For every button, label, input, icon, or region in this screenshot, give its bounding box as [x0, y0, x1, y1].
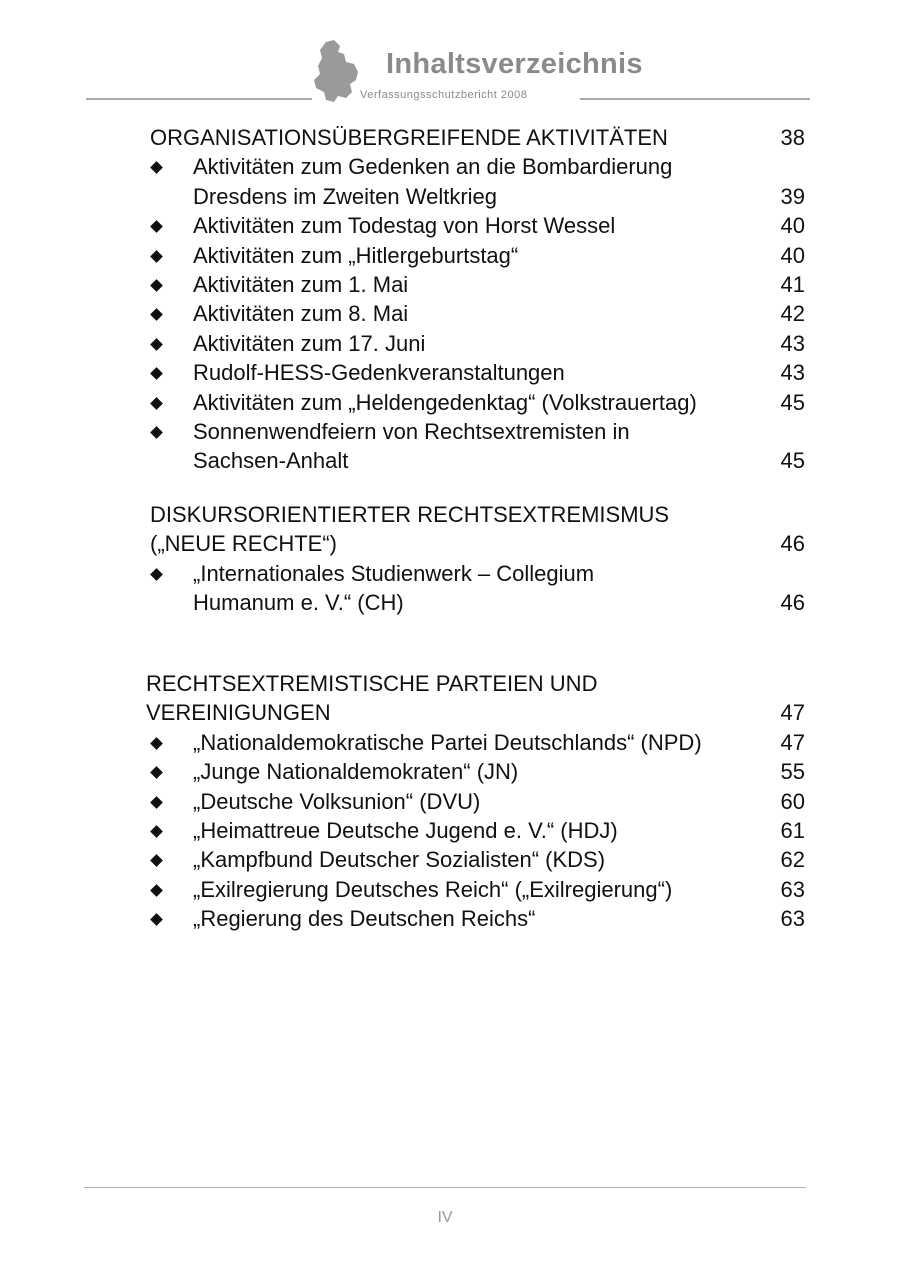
- header-rule-right: [580, 98, 810, 100]
- diamond-bullet-icon: [150, 250, 163, 263]
- diamond-bullet-icon: [150, 825, 163, 838]
- toc-entry: Aktivitäten zum „Hitlergeburtstag“: [193, 242, 519, 268]
- toc-entry: Aktivitäten zum 1. Mai: [193, 272, 409, 297]
- entry-page-number: 63: [780, 906, 805, 932]
- entry-page-number: 55: [780, 759, 805, 785]
- saxony-anhalt-map-icon: [312, 40, 360, 104]
- entry-page-number: 41: [780, 272, 805, 297]
- entry-page-number: 39: [780, 183, 805, 209]
- section-page-number: 38: [780, 125, 805, 150]
- section-page-number: 47: [780, 700, 805, 726]
- toc-entry: „Internationales Studienwerk – Collegium: [193, 560, 595, 586]
- entry-page-number: 42: [780, 301, 805, 327]
- toc-entry: Aktivitäten zum „Heldengedenktag“ (Volkstrauertag): [193, 389, 697, 415]
- diamond-bullet-icon: [150, 737, 163, 750]
- section-heading: ORGANISATIONSÜBERGREIFENDE AKTIVITÄTEN: [150, 125, 668, 150]
- diamond-bullet-icon: [150, 913, 163, 926]
- toc-entry: Sachsen-Anhalt: [193, 448, 349, 474]
- toc-entry: Aktivitäten zum 17. Juni: [193, 330, 426, 356]
- diamond-bullet-icon: [150, 855, 163, 868]
- diamond-bullet-icon: [150, 397, 163, 410]
- header-title: Inhaltsverzeichnis: [386, 48, 643, 80]
- diamond-bullet-icon: [150, 568, 163, 581]
- footer-page-number: IV: [437, 1209, 453, 1226]
- toc-entry: Sonnenwendfeiern von Rechtsextremisten in: [193, 419, 630, 444]
- diamond-bullet-icon: [150, 279, 163, 292]
- diamond-bullet-icon: [150, 884, 163, 897]
- entry-page-number: 46: [780, 590, 805, 616]
- entry-page-number: 43: [780, 330, 805, 356]
- section-heading: DISKURSORIENTIERTER RECHTSEXTREMISMUS: [150, 502, 670, 527]
- toc-entry: „Deutsche Volksunion“ (DVU): [193, 788, 481, 814]
- section-heading: RECHTSEXTREMISTISCHE PARTEIEN UND: [146, 671, 598, 696]
- toc-entry: Humanum e. V.“ (CH): [193, 590, 404, 616]
- entry-page-number: 45: [780, 389, 805, 415]
- page-header: [0, 0, 900, 110]
- diamond-bullet-icon: [150, 162, 163, 175]
- diamond-bullet-icon: [150, 338, 163, 351]
- toc-entry: Rudolf-HESS-Gedenkveranstaltungen: [193, 360, 565, 386]
- entry-page-number: 61: [780, 818, 805, 843]
- entry-page-number: 40: [780, 242, 805, 268]
- entry-page-number: 45: [780, 448, 805, 474]
- entry-page-number: 60: [780, 788, 805, 814]
- header-subtitle: Verfassungsschutzbericht 2008: [360, 89, 528, 101]
- toc-entry: Aktivitäten zum 8. Mai: [193, 301, 409, 327]
- entry-page-number: 63: [780, 876, 805, 902]
- section-heading: („NEUE RECHTE“): [150, 531, 337, 557]
- toc-entry: „Nationaldemokratische Partei Deutschlands“ (NPD): [193, 729, 702, 755]
- header-rule-left: [86, 98, 312, 100]
- toc-entry: „Kampfbund Deutscher Sozialisten“ (KDS): [193, 847, 606, 873]
- toc-entry: „Heimattreue Deutsche Jugend e. V.“ (HDJ): [193, 818, 618, 843]
- toc-entry: „Regierung des Deutschen Reichs“: [193, 906, 536, 932]
- diamond-bullet-icon: [150, 796, 163, 809]
- diamond-bullet-icon: [150, 309, 163, 322]
- diamond-bullet-icon: [150, 220, 163, 233]
- diamond-bullet-icon: [150, 766, 163, 779]
- footer-rule: [84, 1187, 806, 1188]
- toc-entry: „Junge Nationaldemokraten“ (JN): [193, 759, 519, 785]
- entry-page-number: 40: [780, 213, 805, 239]
- entry-page-number: 43: [780, 360, 805, 386]
- entry-page-number: 62: [780, 847, 805, 873]
- toc-entry: „Exilregierung Deutsches Reich“ („Exilregierung“): [193, 876, 673, 902]
- section-heading: VEREINIGUNGEN: [146, 700, 331, 726]
- toc-entry: Dresdens im Zweiten Weltkrieg: [193, 183, 498, 209]
- section-page-number: 46: [780, 531, 805, 557]
- toc-entry: Aktivitäten zum Gedenken an die Bombardierung: [193, 154, 673, 180]
- diamond-bullet-icon: [150, 426, 163, 439]
- toc-entry: Aktivitäten zum Todestag von Horst Wessel: [193, 213, 616, 239]
- diamond-bullet-icon: [150, 367, 163, 380]
- entry-page-number: 47: [780, 729, 805, 755]
